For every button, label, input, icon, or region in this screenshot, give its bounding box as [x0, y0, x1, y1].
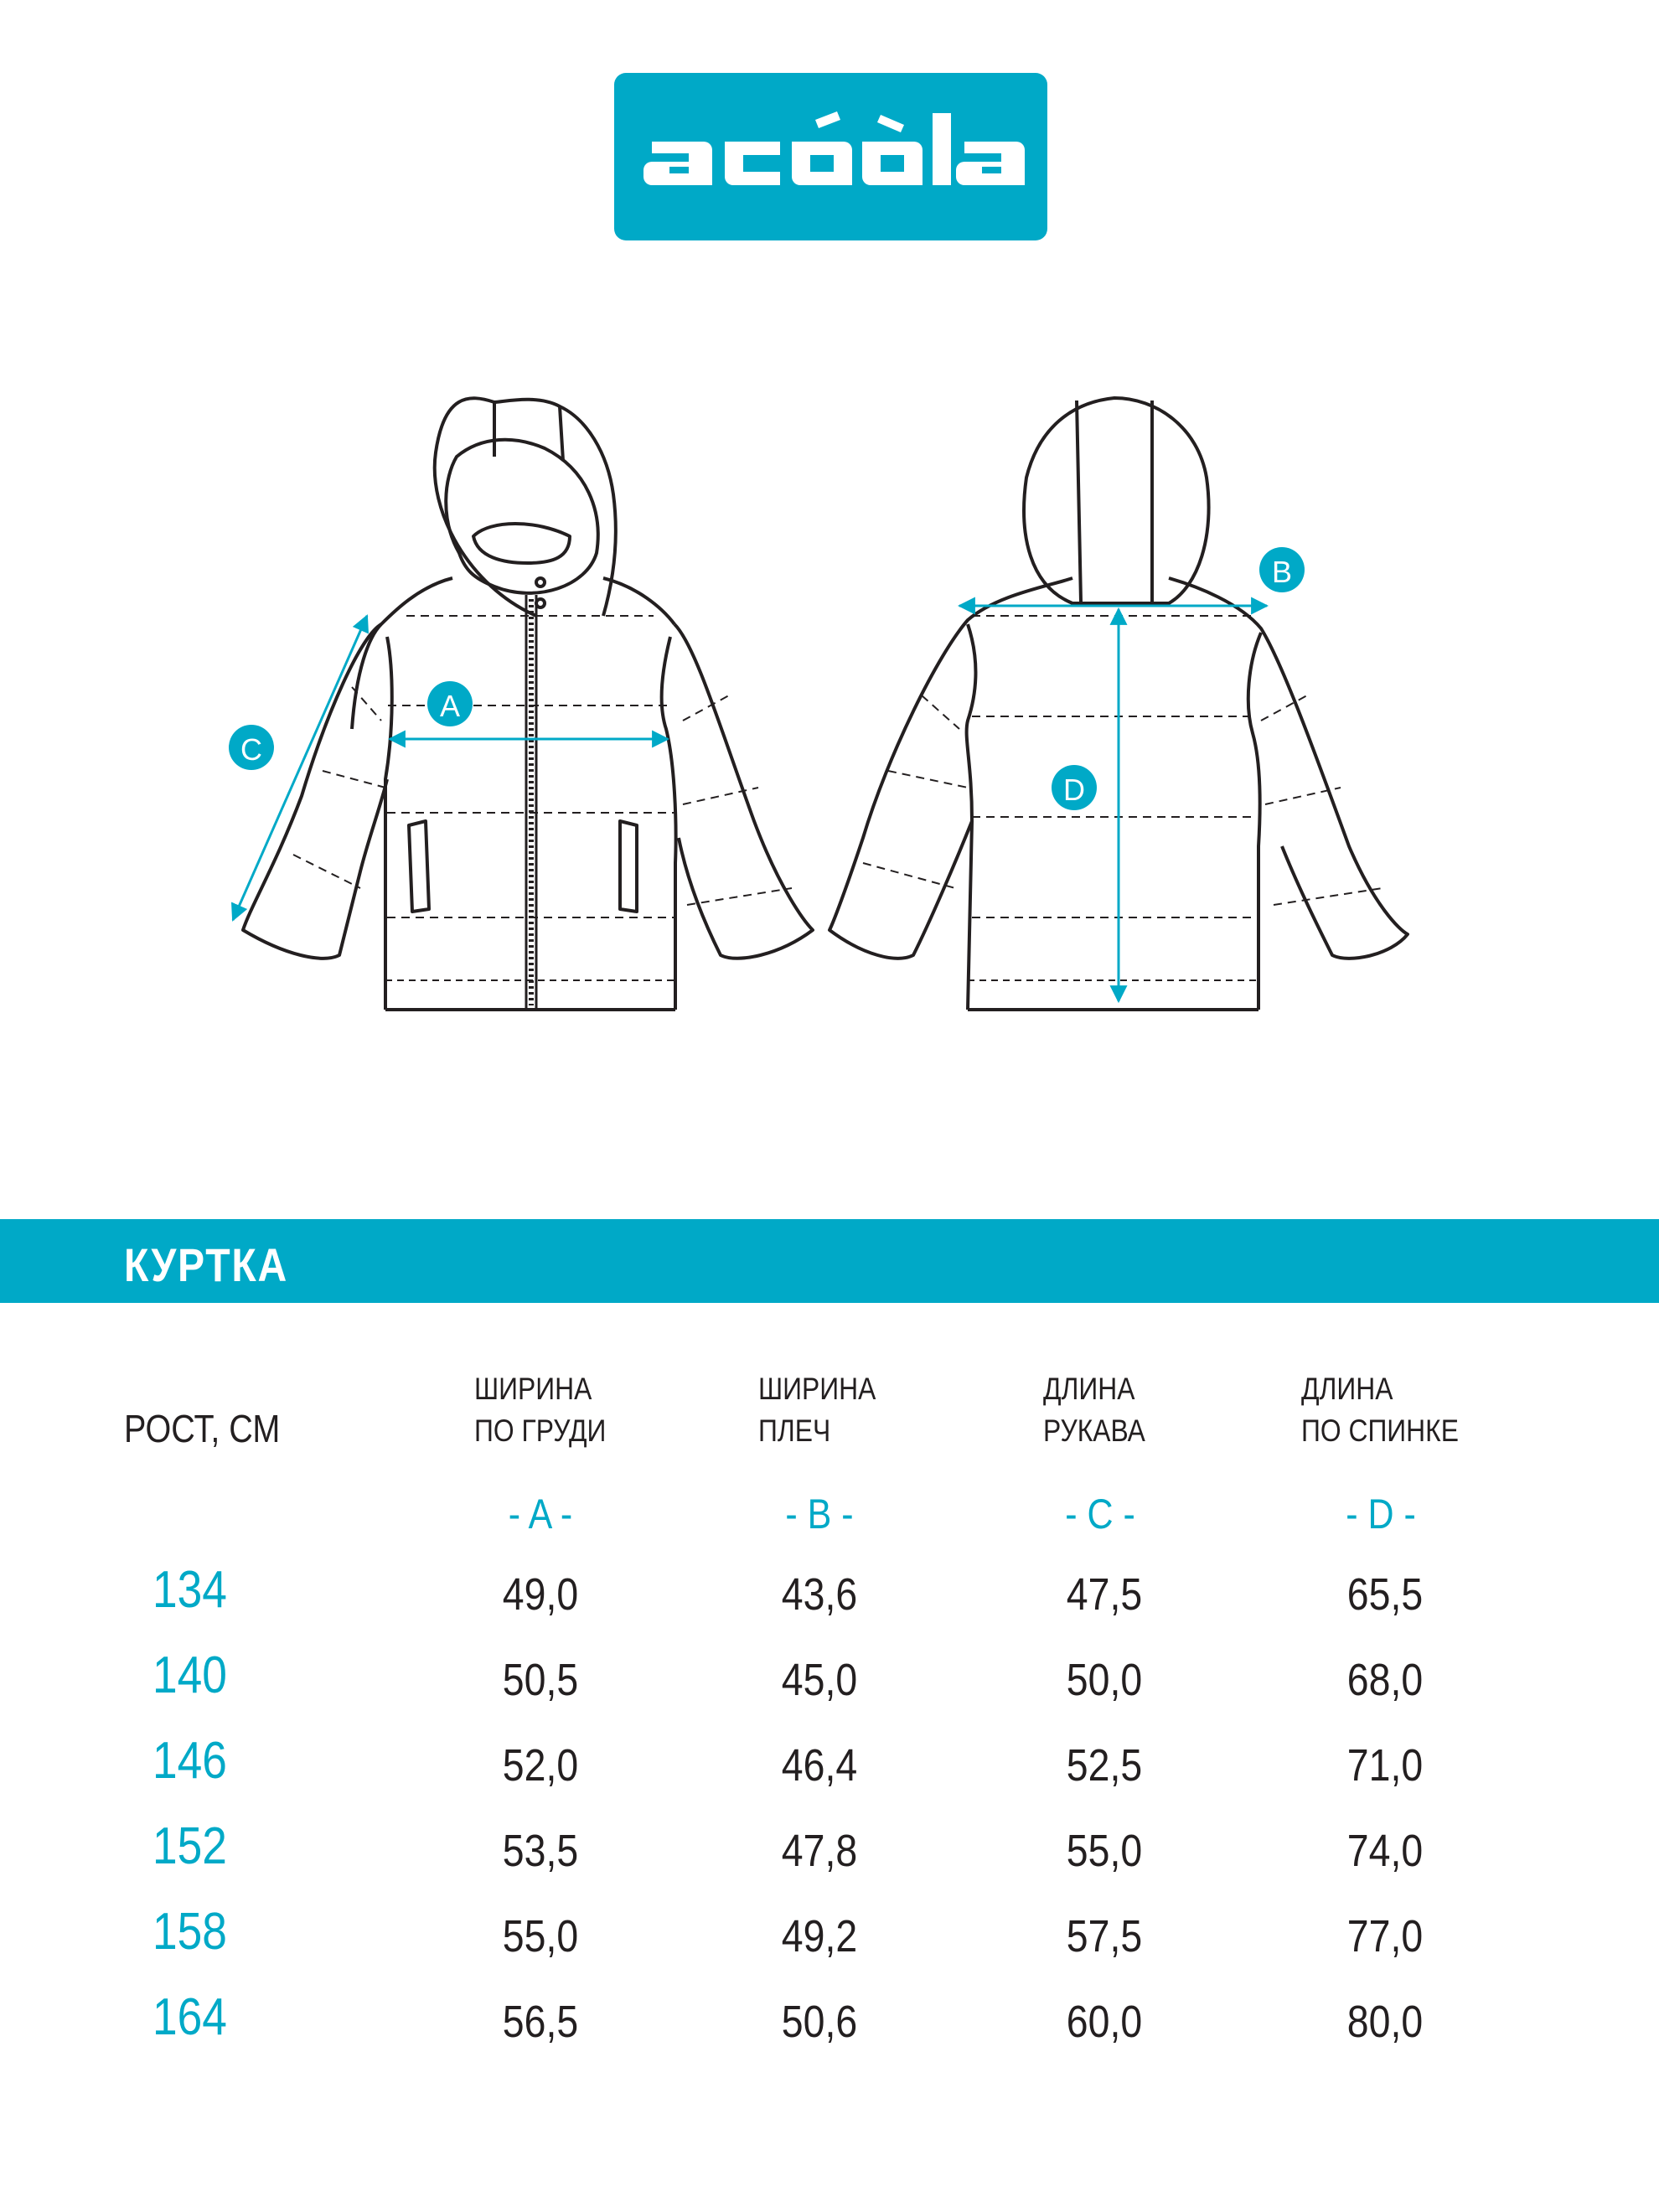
section-banner — [0, 1219, 1659, 1303]
value-cell: 49,2 — [781, 1911, 858, 1961]
value-cell: 50,5 — [502, 1655, 579, 1705]
column-header-b — [758, 1368, 876, 1452]
value-cell: 50,0 — [1066, 1655, 1143, 1705]
column-code-d: - D - — [1346, 1491, 1416, 1538]
badge-d-label: D — [1063, 773, 1085, 807]
column-code-a: - A - — [508, 1491, 573, 1538]
value-cell: 47,8 — [781, 1826, 858, 1876]
value-cell: 53,5 — [502, 1826, 579, 1876]
badge-c — [229, 725, 274, 770]
value-cell: 68,0 — [1346, 1655, 1424, 1705]
value-cell: 57,5 — [1066, 1911, 1143, 1961]
value-cell: 77,0 — [1346, 1911, 1424, 1961]
value-cell: 60,0 — [1066, 1997, 1143, 2047]
section-title: КУРТКА — [124, 1238, 288, 1291]
column-code-c: - C - — [1065, 1491, 1135, 1538]
column-header-line1: ДЛИНА — [1043, 1372, 1135, 1406]
size-cell: 134 — [152, 1561, 227, 1619]
value-cell: 49,0 — [502, 1569, 579, 1620]
column-header-line2: РУКАВА — [1043, 1414, 1145, 1448]
column-header-c — [1043, 1368, 1145, 1452]
value-cell: 46,4 — [781, 1740, 858, 1791]
size-cell: 152 — [152, 1817, 227, 1875]
size-column-header: РОСТ, СМ — [124, 1407, 281, 1450]
badge-d — [1052, 765, 1097, 810]
column-header-line1: ДЛИНА — [1301, 1372, 1393, 1406]
badge-a — [427, 681, 473, 726]
size-cell: 164 — [152, 1988, 227, 2046]
badge-b — [1259, 547, 1305, 592]
value-cell: 50,6 — [781, 1997, 858, 2047]
value-cell: 45,0 — [781, 1655, 858, 1705]
value-cell: 47,5 — [1066, 1569, 1143, 1620]
value-cell: 55,0 — [502, 1911, 579, 1961]
column-header-line1: ШИРИНА — [474, 1372, 592, 1406]
size-cell: 146 — [152, 1732, 227, 1790]
value-cell: 52,0 — [502, 1740, 579, 1791]
value-cell: 71,0 — [1346, 1740, 1424, 1791]
value-cell: 43,6 — [781, 1569, 858, 1620]
value-cell: 65,5 — [1346, 1569, 1424, 1620]
column-header-d — [1301, 1368, 1459, 1452]
column-header-line2: ПО СПИНКЕ — [1301, 1414, 1459, 1448]
badge-b-label: B — [1271, 555, 1293, 589]
column-header-line2: ПЛЕЧ — [758, 1414, 831, 1448]
badge-a-label: A — [439, 689, 461, 723]
value-cell: 52,5 — [1066, 1740, 1143, 1791]
value-cell: 55,0 — [1066, 1826, 1143, 1876]
value-cell: 74,0 — [1346, 1826, 1424, 1876]
value-cell: 80,0 — [1346, 1997, 1424, 2047]
badge-c-label: C — [240, 732, 262, 767]
column-code-b: - B - — [785, 1491, 854, 1538]
size-cell: 140 — [152, 1646, 227, 1704]
size-cell: 158 — [152, 1903, 227, 1961]
measurement-arrows — [233, 606, 1267, 1001]
column-header-line2: ПО ГРУДИ — [474, 1414, 607, 1448]
column-header-a — [474, 1368, 606, 1452]
column-header-line1: ШИРИНА — [758, 1372, 876, 1406]
value-cell: 56,5 — [502, 1997, 579, 2047]
